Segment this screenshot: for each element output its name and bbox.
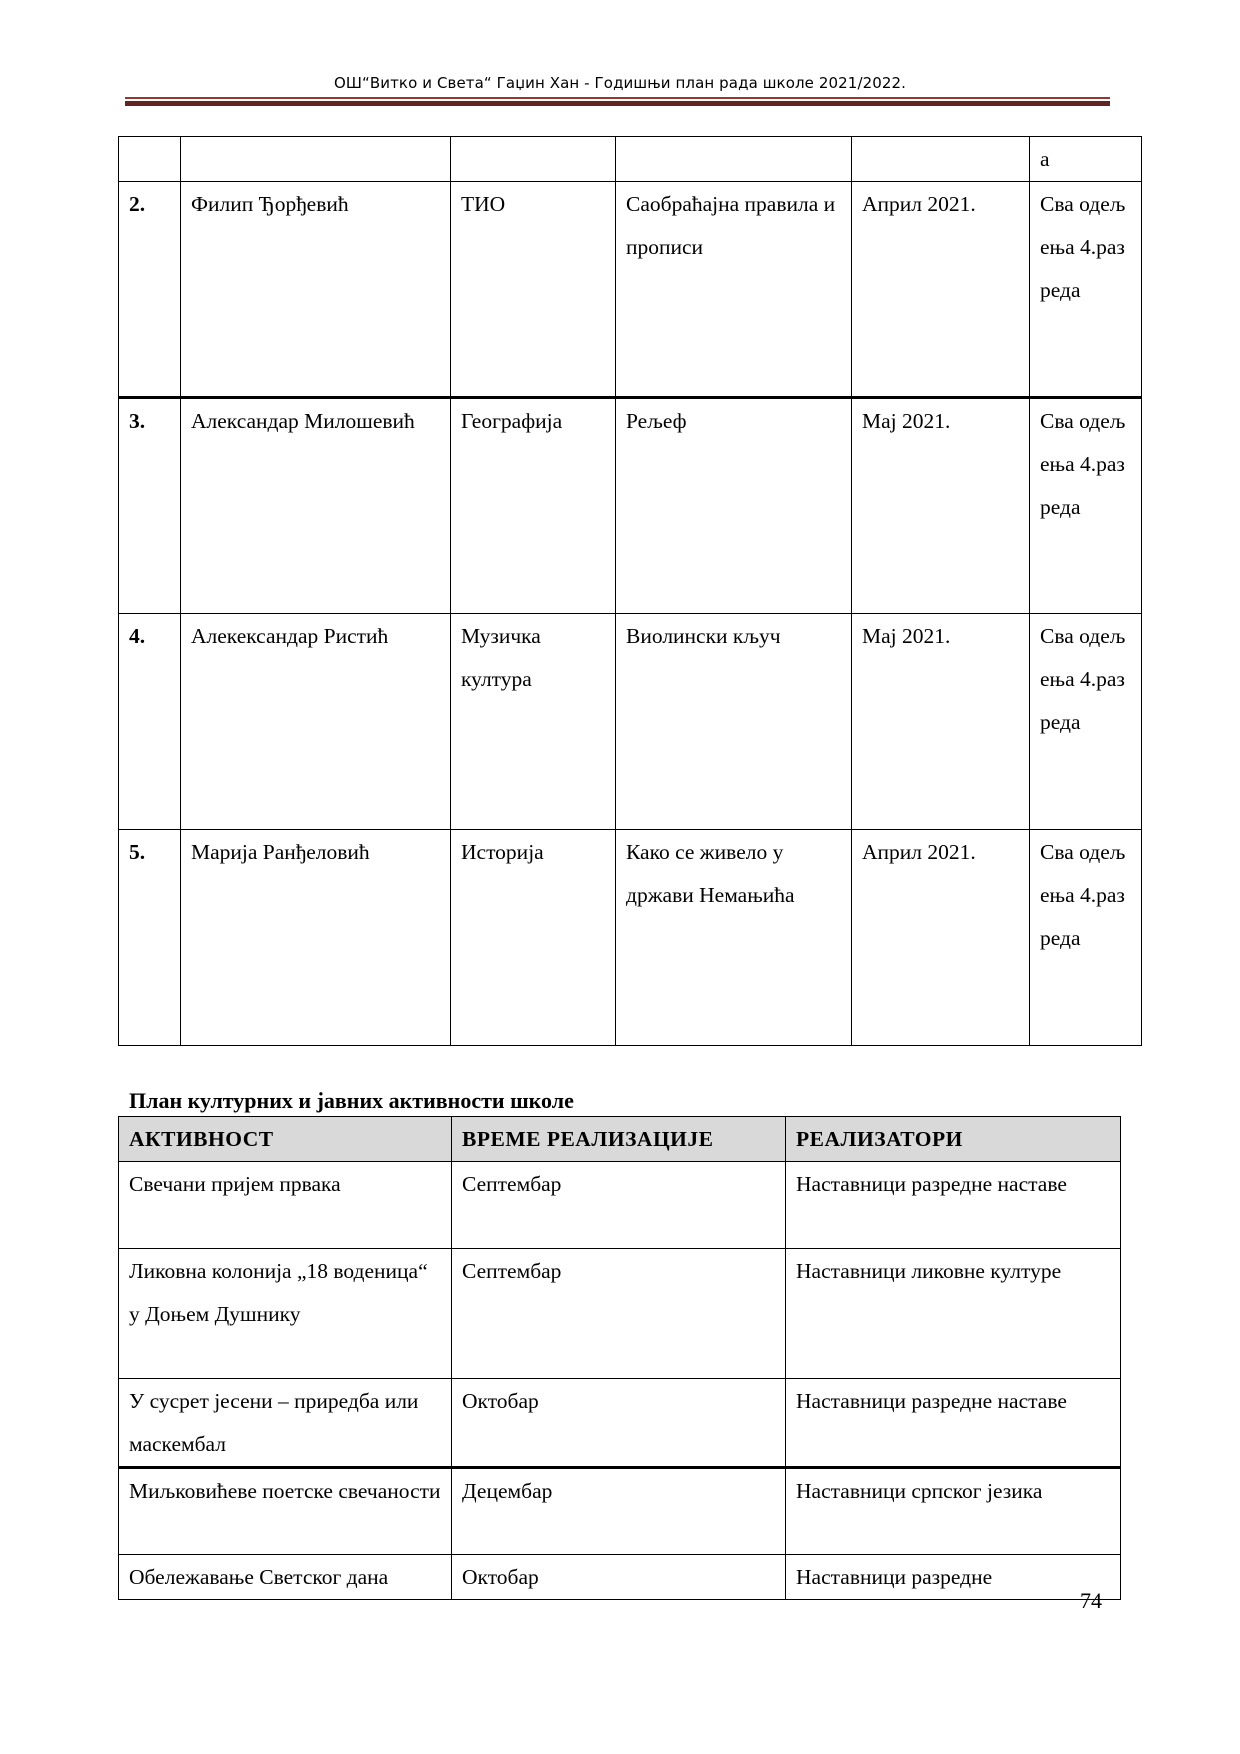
table-row bbox=[119, 1162, 1121, 1249]
date: Април 2021. bbox=[852, 830, 1030, 1046]
teacher-name: Филип Ђорђевић bbox=[181, 182, 451, 398]
header-rule bbox=[125, 97, 1110, 107]
teacher-name: Алекександар Ристић bbox=[181, 614, 451, 830]
realizers: Наставници ликовне културе bbox=[786, 1249, 1121, 1379]
scope: Сва одељења 4.разреда bbox=[1030, 398, 1142, 614]
lesson-topic: Како се живело у држави Немањића bbox=[616, 830, 852, 1046]
teacher-name: Марија Ранђеловић bbox=[181, 830, 451, 1046]
table-row bbox=[119, 182, 1142, 398]
subject: Географија bbox=[451, 398, 616, 614]
column-header-time: ВРЕМЕ РЕАЛИЗАЦИЈЕ bbox=[452, 1117, 786, 1162]
lesson-topic bbox=[616, 137, 852, 182]
header-rule-thin bbox=[125, 97, 1110, 99]
teacher-name bbox=[181, 137, 451, 182]
activity: Обележавање Светског дана bbox=[119, 1555, 452, 1600]
subject: ТИО bbox=[451, 182, 616, 398]
realization-time: Децембар bbox=[452, 1468, 786, 1555]
lesson-topic: Саобраћајна правила и прописи bbox=[616, 182, 852, 398]
realizers: Наставници српског језика bbox=[786, 1468, 1121, 1555]
table-row bbox=[119, 1379, 1121, 1468]
realizers: Наставници разредне наставе bbox=[786, 1379, 1121, 1468]
table-row bbox=[119, 614, 1142, 830]
row-number: 5. bbox=[119, 830, 181, 1046]
scope: Сва одељења 4.разреда bbox=[1030, 614, 1142, 830]
activity: Миљковићеве поетске свечаности bbox=[119, 1468, 452, 1555]
activity: Ликовна колонија „18 воденица“ у Доњем Душнику bbox=[119, 1249, 452, 1379]
lesson-topic: Рељеф bbox=[616, 398, 852, 614]
date: Април 2021. bbox=[852, 182, 1030, 398]
scope: Сва одељења 4.разреда bbox=[1030, 830, 1142, 1046]
page-number: 74 bbox=[1080, 1588, 1102, 1613]
subject bbox=[451, 137, 616, 182]
subject: Музичка култура bbox=[451, 614, 616, 830]
realization-time: Септембар bbox=[452, 1249, 786, 1379]
table-row bbox=[119, 1468, 1121, 1555]
activity: Свечани пријем првака bbox=[119, 1162, 452, 1249]
realizers: Наставници разредне bbox=[786, 1555, 1121, 1600]
header-rule-thick bbox=[125, 101, 1110, 106]
scope: Сва одељења 4.разреда bbox=[1030, 182, 1142, 398]
realization-time: Септембар bbox=[452, 1162, 786, 1249]
table-row bbox=[119, 1249, 1121, 1379]
realization-time: Октобар bbox=[452, 1379, 786, 1468]
row-number bbox=[119, 137, 181, 182]
cultural-activities-table bbox=[118, 1116, 1121, 1600]
column-header-activity: АКТИВНОСТ bbox=[119, 1117, 452, 1162]
teachers-lessons-table bbox=[118, 136, 1142, 1046]
table-row bbox=[119, 137, 1142, 182]
realizers: Наставници разредне наставе bbox=[786, 1162, 1121, 1249]
table-header-row bbox=[119, 1117, 1121, 1162]
date: Мај 2021. bbox=[852, 398, 1030, 614]
column-header-realizers: РЕАЛИЗАТОРИ bbox=[786, 1117, 1121, 1162]
date bbox=[852, 137, 1030, 182]
table-row bbox=[119, 830, 1142, 1046]
section-title: План културних и јавних активности школе bbox=[129, 1088, 574, 1113]
table-row bbox=[119, 398, 1142, 614]
subject: Историја bbox=[451, 830, 616, 1046]
lesson-topic: Виолински кључ bbox=[616, 614, 852, 830]
teacher-name: Александар Милошевић bbox=[181, 398, 451, 614]
realization-time: Октобар bbox=[452, 1555, 786, 1600]
activity: У сусрет јесени – приредба или маскембал bbox=[119, 1379, 452, 1468]
row-number: 4. bbox=[119, 614, 181, 830]
page-header-title: ОШ“Витко и Света“ Гаџин Хан - Годишњи план рада школе 2021/2022. bbox=[333, 74, 907, 92]
scope: а bbox=[1030, 137, 1142, 182]
table-row bbox=[119, 1555, 1121, 1600]
row-number: 2. bbox=[119, 182, 181, 398]
row-number: 3. bbox=[119, 398, 181, 614]
date: Мај 2021. bbox=[852, 614, 1030, 830]
